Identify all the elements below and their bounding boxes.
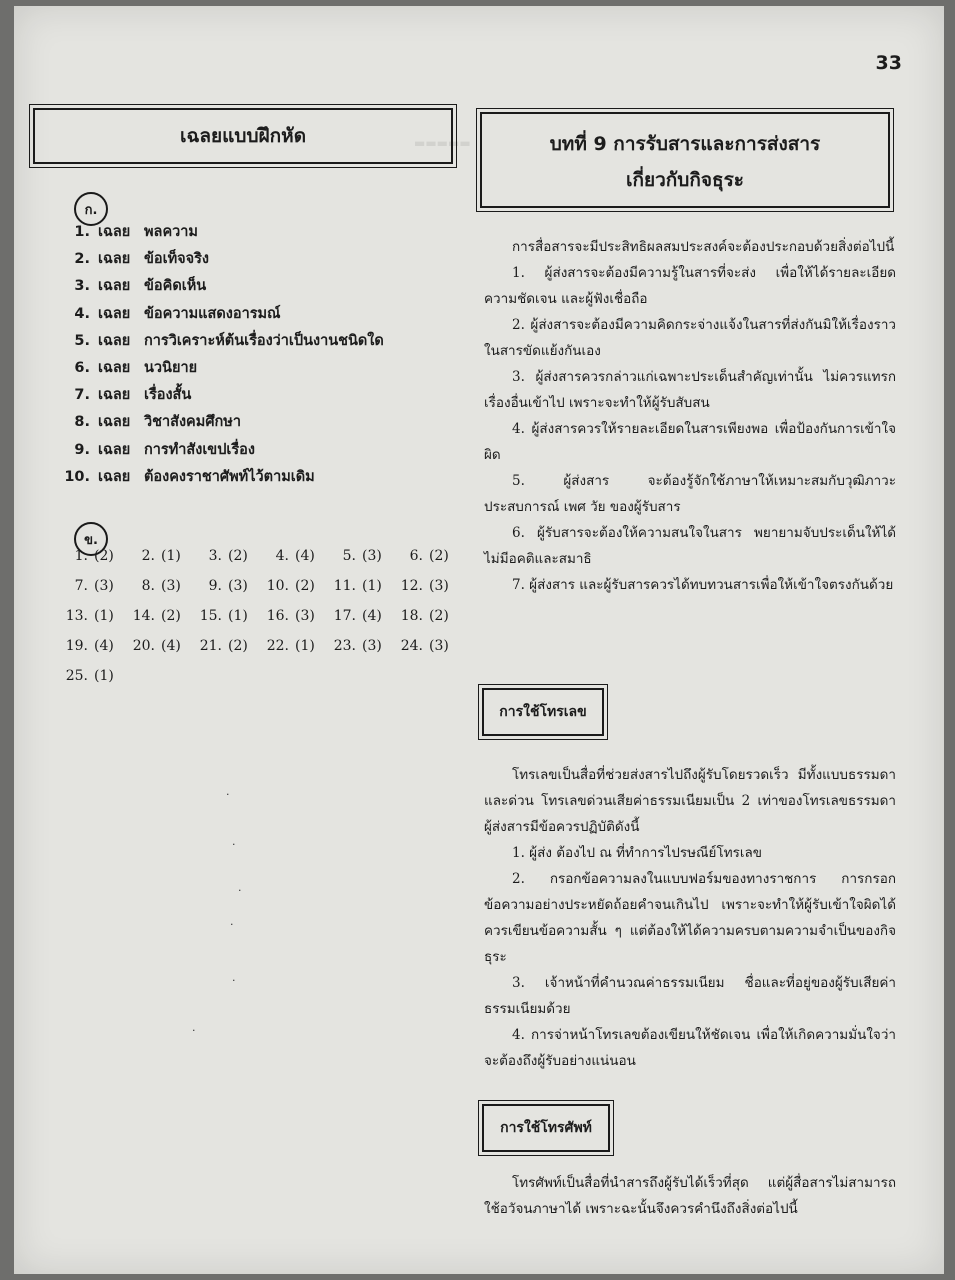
answer-a-text: ข้อเท็จจริง bbox=[144, 251, 209, 268]
answer-b-question: 3. bbox=[208, 548, 222, 564]
answer-b-choice: (1) bbox=[228, 608, 248, 624]
answer-b-choice: (3) bbox=[228, 578, 248, 594]
answer-b-choice: (3) bbox=[429, 578, 449, 594]
answer-b-cell bbox=[259, 548, 326, 564]
answer-b-choice: (2) bbox=[429, 548, 449, 564]
telegram-point: 4. การจ่าหน้าโทรเลขต้องเขียนให้ชัดเจน เพื่อให้เกิดความมั่นใจว่าจะต้องถึงผู้รับอย่างแน่นอน bbox=[484, 1027, 896, 1069]
answer-b-cell bbox=[259, 638, 326, 654]
answer-a-item bbox=[62, 220, 198, 243]
answer-a-label: เฉลย bbox=[98, 251, 131, 268]
answer-b-question: 8. bbox=[141, 578, 155, 594]
answer-b-question: 23. bbox=[333, 638, 356, 654]
answer-a-item bbox=[62, 410, 241, 433]
answer-b-cell bbox=[326, 608, 393, 624]
intro-section bbox=[484, 234, 896, 598]
answer-b-cell bbox=[393, 638, 460, 654]
answer-b-choice: (3) bbox=[94, 578, 114, 594]
answer-b-cell bbox=[125, 548, 192, 564]
answer-a-number: 7. bbox=[74, 387, 90, 404]
answer-b-question: 24. bbox=[400, 638, 423, 654]
answer-a-number: 5. bbox=[74, 332, 90, 349]
answer-a-text: การทำสังเขปเรื่อง bbox=[144, 441, 255, 458]
answer-b-cell bbox=[58, 668, 125, 684]
answer-b-row bbox=[58, 638, 460, 668]
answer-b-question: 1. bbox=[74, 548, 88, 564]
answer-b-cell bbox=[192, 578, 259, 594]
answer-a-text: วิชาสังคมศึกษา bbox=[144, 414, 241, 431]
answer-b-question: 7. bbox=[74, 578, 88, 594]
answer-a-number: 10. bbox=[64, 468, 90, 485]
stray-mark: · bbox=[192, 1024, 196, 1037]
answer-b-choice: (3) bbox=[295, 608, 315, 624]
stray-mark: · bbox=[238, 884, 242, 897]
answer-b-question: 19. bbox=[65, 638, 88, 654]
answer-b-question: 6. bbox=[409, 548, 423, 564]
answer-b-cell bbox=[125, 578, 192, 594]
answer-b-question: 13. bbox=[65, 608, 88, 624]
answer-b-cell bbox=[393, 578, 460, 594]
telegram-paragraph: โทรเลขเป็นสื่อที่ช่วยส่งสารไปถึงผู้รับโดยรวดเร็ว มีทั้งแบบธรรมดา และด่วน โทรเลขด่วนเสียค่าธรรมเนียมเป็น 2 เท่าของโทรเลขธรรมดา ผู้ส่งสารมีข้อควรปฏิบัติดังนี้ bbox=[484, 767, 896, 835]
intro-point: 6. ผู้รับสารจะต้องให้ความสนใจในสาร พยายามจับประเด็นให้ได้ไม่มีอคติและสมาธิ bbox=[484, 525, 896, 567]
answer-b-question: 20. bbox=[132, 638, 155, 654]
intro-point: 7. ผู้ส่งสาร และผู้รับสารควรได้ทบทวนสารเพื่อให้เข้าใจตรงกันด้วย bbox=[512, 577, 894, 593]
answer-a-label: เฉลย bbox=[98, 360, 131, 376]
answer-b-question: 22. bbox=[266, 638, 289, 654]
answer-b-cell bbox=[326, 578, 393, 594]
answer-a-item bbox=[62, 247, 209, 270]
stray-mark: · bbox=[230, 918, 234, 931]
chapter-title-line2: เกี่ยวกับกิจธุระ bbox=[625, 169, 744, 191]
answer-b-choice: (4) bbox=[362, 608, 382, 624]
answer-b-question: 10. bbox=[266, 578, 289, 594]
answer-a-label: เฉลย bbox=[98, 278, 131, 295]
intro-point: 5. ผู้ส่งสาร จะต้องรู้จักใช้ภาษาให้เหมาะสมกับวุฒิภาวะ ประสบการณ์ เพศ วัย ของผู้รับสาร bbox=[484, 473, 896, 515]
answer-a-number: 1. bbox=[74, 224, 90, 240]
answer-b-choice: (3) bbox=[362, 548, 382, 564]
answer-b-choice: (2) bbox=[295, 578, 315, 594]
answer-a-text: ข้อคิดเห็น bbox=[144, 278, 207, 295]
answer-b-question: 21. bbox=[199, 638, 222, 654]
answer-b-cell bbox=[326, 548, 393, 564]
telegram-point: 3. เจ้าหน้าที่คำนวณค่าธรรมเนียม ชื่อและที่อยู่ของผู้รับเสียค่าธรรมเนียมด้วย bbox=[484, 975, 896, 1017]
intro-point: 3. ผู้ส่งสารควรกล่าวแก่เฉพาะประเด็นสำคัญเท่านั้น ไม่ควรแทรกเรื่องอื่นเข้าไป เพราะจะทำให้ผู้รับสับสน bbox=[484, 369, 896, 411]
phone-paragraph: โทรศัพท์เป็นสื่อที่นำสารถึงผู้รับได้เร็วที่สุด แต่ผู้สื่อสารไม่สามารถใช้อวัจนภาษาได้ เพราะฉะนั้นจึงควรคำนึงถึงสิ่งต่อไปนี้ bbox=[484, 1175, 896, 1217]
answer-b-choice: (2) bbox=[429, 608, 449, 624]
answer-a-number: 6. bbox=[74, 360, 90, 376]
answer-b-cell bbox=[393, 608, 460, 624]
answer-b-choice: (3) bbox=[161, 578, 181, 594]
answer-b-choice: (3) bbox=[362, 638, 382, 654]
answer-b-question: 12. bbox=[400, 578, 423, 594]
phone-section bbox=[484, 1170, 896, 1222]
answer-b-row bbox=[58, 548, 460, 578]
answer-b-cell bbox=[259, 608, 326, 624]
answer-b-choice: (3) bbox=[429, 638, 449, 654]
answer-a-number: 2. bbox=[74, 251, 90, 268]
answer-b-cell bbox=[125, 638, 192, 654]
answer-a-text: เรื่องสั้น bbox=[144, 387, 192, 404]
answer-a-label: เฉลย bbox=[98, 468, 131, 485]
bleed-through: ▬▬▬▬▬ bbox=[414, 136, 471, 150]
answer-b-choice: (2) bbox=[228, 548, 248, 564]
answer-b-question: 2. bbox=[141, 548, 155, 564]
stray-mark: · bbox=[232, 974, 236, 987]
answer-a-text: ข้อความแสดงอารมณ์ bbox=[144, 305, 281, 322]
section-b-label: ข. bbox=[74, 522, 108, 556]
stray-mark: · bbox=[226, 788, 230, 801]
answer-b-choice: (4) bbox=[161, 638, 181, 654]
answer-a-label: เฉลย bbox=[98, 224, 131, 240]
telegram-heading: การใช้โทรเลข bbox=[482, 688, 604, 736]
answer-b-choice: (4) bbox=[94, 638, 114, 654]
chapter-title-line1: บทที่ 9 การรับสารและการส่งสาร bbox=[549, 133, 821, 155]
answer-a-number: 9. bbox=[74, 441, 90, 458]
answer-b-question: 25. bbox=[65, 668, 88, 684]
answer-a-label: เฉลย bbox=[98, 305, 131, 322]
answer-b-cell bbox=[192, 608, 259, 624]
telegram-point: 2. กรอกข้อความลงในแบบฟอร์มของทางราชการ การกรอกข้อความอย่างประหยัดถ้อยคำจนเกินไป เพราะจะทำให้ผู้รับเข้าใจผิดได้ควรเขียนข้อความสั้น ๆ แต่ต้องให้ได้ความครบตามความจำเป็นของกิจธุระ bbox=[484, 871, 896, 965]
answer-b-cell bbox=[58, 638, 125, 654]
answer-b-cell bbox=[58, 548, 125, 564]
answer-a-item bbox=[62, 302, 281, 325]
book-page bbox=[14, 6, 944, 1274]
answer-b-choice: (4) bbox=[295, 548, 315, 564]
answer-a-item bbox=[62, 356, 197, 379]
phone-heading: การใช้โทรศัพท์ bbox=[482, 1104, 610, 1152]
telegram-point: 1. ผู้ส่ง ต้องไป ณ ที่ทำการไปรษณีย์โทรเลข bbox=[512, 845, 762, 861]
answer-a-number: 4. bbox=[74, 305, 90, 322]
answers-b-grid bbox=[58, 548, 460, 698]
answer-a-text: นวนิยาย bbox=[144, 360, 198, 376]
answer-a-text: ต้องคงราชาศัพท์ไว้ตามเดิม bbox=[144, 468, 315, 485]
answer-b-row bbox=[58, 608, 460, 638]
answer-b-question: 14. bbox=[132, 608, 155, 624]
answer-a-item bbox=[62, 383, 191, 406]
answer-b-cell bbox=[192, 548, 259, 564]
answer-b-row bbox=[58, 668, 460, 698]
intro-point: 2. ผู้ส่งสารจะต้องมีความคิดกระจ่างแจ้งในสารที่ส่งกันมิให้เรื่องราวในสารขัดแย้งกันเอง bbox=[484, 317, 896, 359]
answer-key-title: เฉลยแบบฝึกหัด bbox=[33, 108, 453, 164]
answer-b-cell bbox=[393, 548, 460, 564]
telegram-section bbox=[484, 762, 896, 1074]
answer-b-question: 15. bbox=[199, 608, 222, 624]
answer-a-item bbox=[62, 329, 384, 352]
answer-a-label: เฉลย bbox=[98, 414, 131, 431]
answer-b-row bbox=[58, 578, 460, 608]
intro-point: 1. ผู้ส่งสารจะต้องมีความรู้ในสารที่จะส่ง เพื่อให้ได้รายละเอียดความชัดเจน และผู้ฟังเชื่อถือ bbox=[484, 265, 896, 307]
intro-point: 4. ผู้ส่งสารควรให้รายละเอียดในสารเพียงพอ เพื่อป้องกันการเข้าใจผิด bbox=[484, 421, 896, 463]
answer-b-choice: (1) bbox=[94, 608, 114, 624]
answer-a-label: เฉลย bbox=[98, 441, 131, 458]
answer-b-choice: (1) bbox=[161, 548, 181, 564]
answer-b-question: 17. bbox=[333, 608, 356, 624]
answer-b-cell bbox=[259, 578, 326, 594]
answer-b-choice: (2) bbox=[161, 608, 181, 624]
answer-b-question: 5. bbox=[342, 548, 356, 564]
answer-a-label: เฉลย bbox=[98, 332, 131, 349]
answer-a-item bbox=[62, 274, 206, 297]
answer-b-cell bbox=[192, 638, 259, 654]
answer-a-text: การวิเคราะห์ต้นเรื่องว่าเป็นงานชนิดใด bbox=[144, 332, 384, 349]
answer-a-label: เฉลย bbox=[98, 387, 131, 404]
page-number: 33 bbox=[875, 52, 902, 74]
answer-a-text: พลความ bbox=[144, 224, 198, 240]
answer-b-choice: (1) bbox=[94, 668, 114, 684]
answer-b-cell bbox=[125, 608, 192, 624]
answer-b-question: 18. bbox=[400, 608, 423, 624]
section-a-label: ก. bbox=[74, 192, 108, 226]
answer-a-item bbox=[62, 465, 315, 488]
answer-b-question: 9. bbox=[208, 578, 222, 594]
stray-mark: · bbox=[232, 838, 236, 851]
answer-b-cell bbox=[326, 638, 393, 654]
intro-paragraph: การสื่อสารจะมีประสิทธิผลสมประสงค์จะต้องประกอบด้วยสิ่งต่อไปนี้ bbox=[512, 239, 895, 255]
answer-a-number: 8. bbox=[74, 414, 90, 431]
answer-b-choice: (1) bbox=[362, 578, 382, 594]
answer-a-item bbox=[62, 438, 255, 461]
answer-b-question: 11. bbox=[333, 578, 356, 594]
answer-b-question: 16. bbox=[266, 608, 289, 624]
chapter-title-box bbox=[480, 112, 890, 208]
answer-b-question: 4. bbox=[275, 548, 289, 564]
answer-b-cell bbox=[58, 608, 125, 624]
answer-a-number: 3. bbox=[74, 278, 90, 295]
answer-b-cell bbox=[58, 578, 125, 594]
answer-b-choice: (2) bbox=[94, 548, 114, 564]
answer-b-choice: (2) bbox=[228, 638, 248, 654]
answer-b-choice: (1) bbox=[295, 638, 315, 654]
